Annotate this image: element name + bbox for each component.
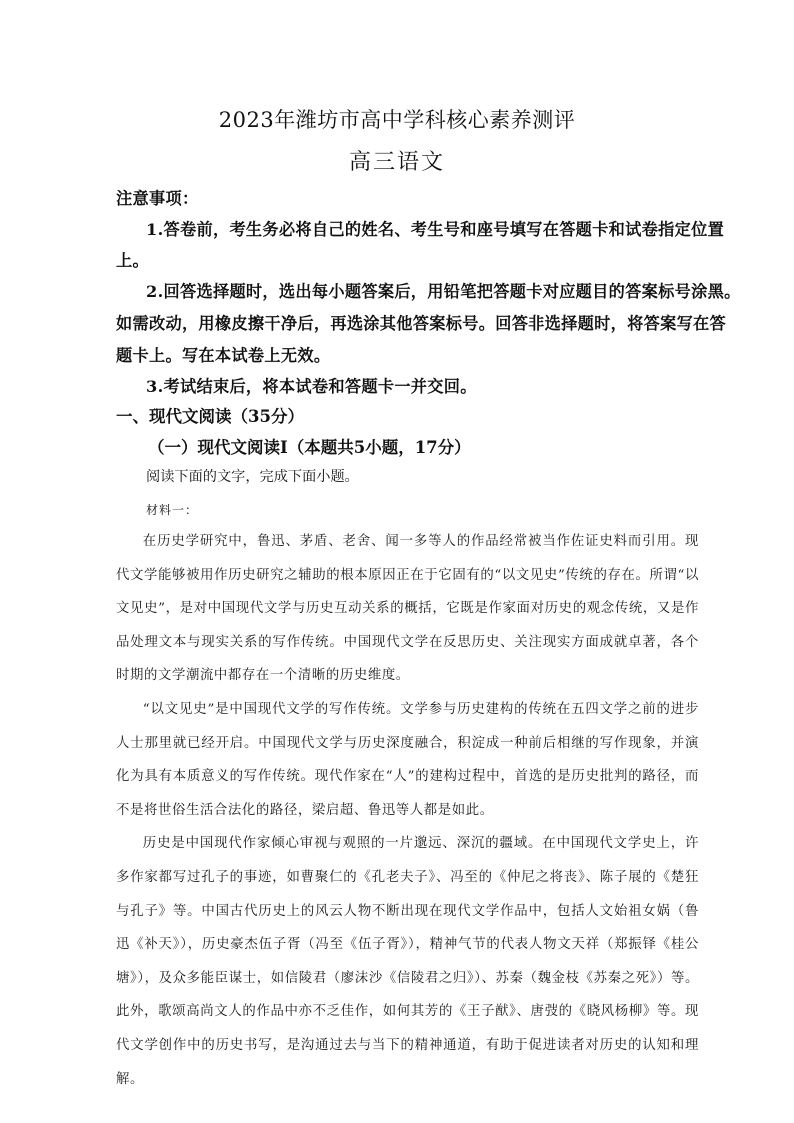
note-line: 题卡上。写在本试卷上无效。 bbox=[116, 346, 331, 365]
paragraph: 在历史学研究中，鲁迅、茅盾、老舍、闻一多等人的作品经常被当作佐证史料而引用。现代文学能够被用作历史研究之辅助的根本原因正在于它固有的“以文见史”传统的存在。所谓“以文见史”，是对中国现代文学与历史互动关系的概括，它既是作家面对历史的观念传统，又是作品处理文本与现实关系的写作传统。中国现代文学在反思历史、关注现实方面成就卓著，各个时期的文学潮流中都存在一个清晰的历史维度。 bbox=[116, 534, 699, 684]
note-line: 如需改动，用橡皮擦干净后，再选涂其他答案标号。回答非选择题时，将答案写在答 bbox=[116, 314, 727, 333]
section-heading: 一、现代文阅读（35分） bbox=[116, 407, 304, 426]
material-label: 材料一： bbox=[146, 503, 199, 517]
notes-heading: 注意事项： bbox=[116, 189, 199, 208]
paragraph: “以文见史”是中国现代文学的写作传统。文学参与历史建构的传统在五四文学之前的进步人士那里就已经开启。中国现代文学与历史深度融合，积淀成一种前后相继的写作现象，并演化为具有本质意义的写作传统。现代作家在“人”的建构过程中，首选的是历史批判的路径，而不是将世俗生活合法化的路径，梁启超、鲁迅等人都是如此。 bbox=[116, 701, 699, 818]
document-subtitle: 高三语文 bbox=[348, 150, 445, 175]
subsection-heading: （一）现代文阅读Ⅰ（本题共5小题，17分） bbox=[148, 438, 471, 457]
note-line: 上。 bbox=[116, 251, 149, 270]
instruction-text: 阅读下面的文字，完成下面小题。 bbox=[146, 469, 359, 485]
article-body bbox=[116, 525, 699, 1096]
note-line: 3.考试结束后，将本试卷和答题卡一并交回。 bbox=[146, 377, 477, 396]
note-line: 1.答卷前，考生务必将自己的姓名、考生号和座号填写在答题卡和试卷指定位置 bbox=[146, 220, 725, 239]
paragraph: 历史是中国现代作家倾心审视与观照的一片邈远、深沉的疆域。在中国现代文学史上，许多作家都写过孔子的事迹，如曹聚仁的《孔老夫子》、冯至的《仲尼之将丧》、陈子展的《楚狂与孔子》等。中国古代历史上的风云人物不断出现在现代文学作品中，包括人文始祖女娲（鲁迅《补天》），历史豪杰伍子胥（冯至《伍子胥》），精神气节的代表人物文天祥（郑振铎《桂公塘》），及众多能臣谋士，如信陵君（廖沫沙《信陵君之归》）、苏秦（魏金枝《苏秦之死》）等。此外，歌颂高尚文人的作品中亦不乏佳作，如何其芳的《王子猷》、唐弢的《晓风杨柳》等。现代文学创作中的历史书写，是沟通过去与当下的精神通道，有助于促进读者对历史的认知和理解。 bbox=[116, 836, 699, 1087]
note-line: 2.回答选择题时，选出每小题答案后，用铅笔把答题卡对应题目的答案标号涂黑。 bbox=[146, 282, 741, 301]
document-title: 2023年潍坊市高中学科核心素养测评 bbox=[218, 108, 576, 132]
